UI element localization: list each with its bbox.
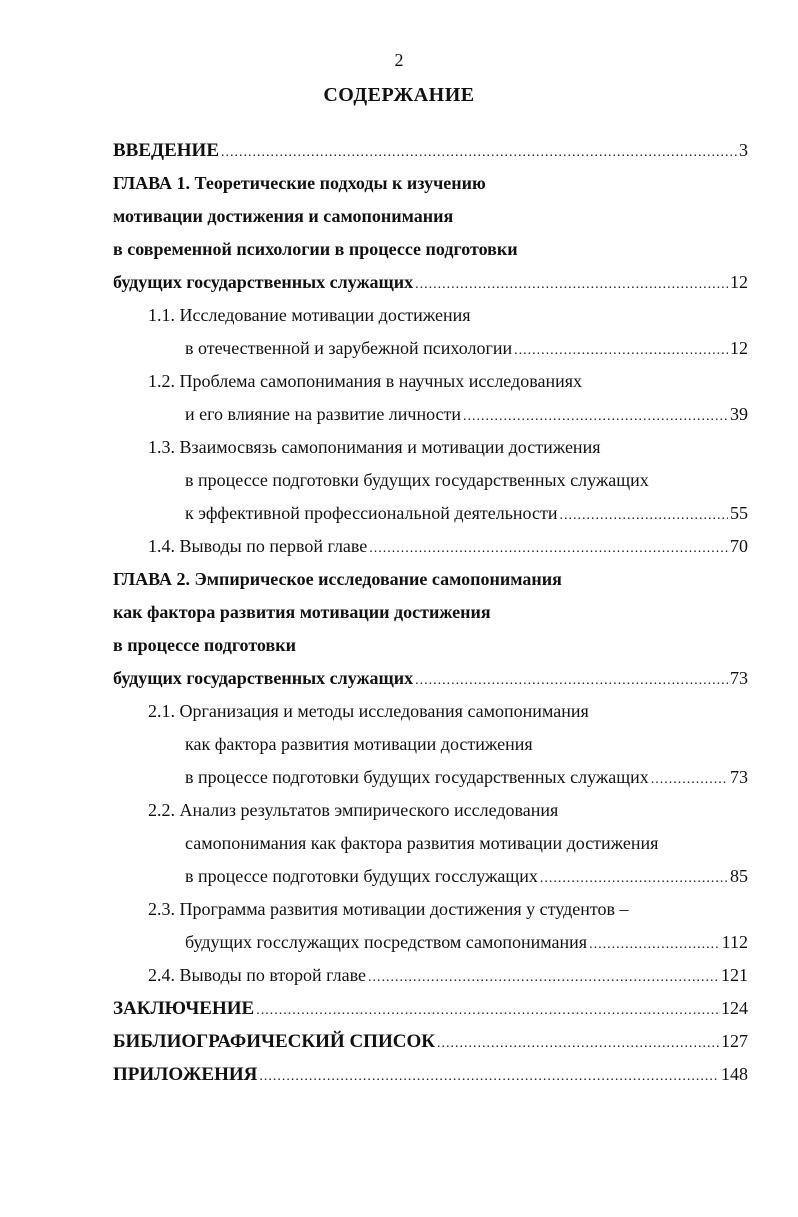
dot-leader [540, 862, 728, 893]
toc-entry-intro[interactable] [113, 134, 748, 167]
toc-entry-section-1-1[interactable] [113, 332, 748, 365]
dot-leader [463, 400, 728, 431]
toc-page-number: 12 [730, 338, 748, 358]
toc-page-number: 73 [730, 767, 748, 787]
dot-leader [415, 664, 728, 695]
toc-page-number: 124 [721, 998, 748, 1018]
toc-entry-title: в процессе подготовки будущих государственных служащих [185, 767, 649, 787]
toc-section-1-2-line: 1.2. Проблема самопонимания в научных исследованиях [148, 371, 583, 391]
toc-chapter-1-line: ГЛАВА 1. Теоретические подходы к изучению [113, 173, 486, 193]
toc-entry-title: будущих госслужащих посредством самопонимания [185, 932, 588, 952]
toc-page-number: 148 [721, 1064, 748, 1084]
toc-page-number: 70 [730, 536, 748, 556]
toc-chapter-2-line: ГЛАВА 2. Эмпирическое исследование самопонимания [113, 569, 562, 589]
toc-entry-section-1-2[interactable] [113, 398, 748, 431]
toc-entry-chapter-2[interactable] [113, 662, 748, 695]
toc-entry-title: в отечественной и зарубежной психологии [185, 338, 513, 358]
dot-leader [514, 334, 728, 365]
toc-page-number: 39 [730, 404, 748, 424]
toc-entry-section-2-2[interactable] [113, 860, 748, 893]
toc-section-1-3-line: 1.3. Взаимосвязь самопонимания и мотивации достижения [148, 437, 601, 457]
dot-leader [368, 961, 719, 992]
dot-leader [256, 994, 719, 1025]
toc-section-2-3-line: 2.3. Программа развития мотивации достижения у студентов – [148, 899, 629, 919]
toc-entry-title: БИБЛИОГРАФИЧЕСКИЙ СПИСОК [113, 1031, 436, 1052]
toc-entry-title: ВВЕДЕНИЕ [113, 140, 219, 161]
dot-leader [437, 1027, 719, 1058]
page-number: 2 [394, 50, 404, 70]
toc-chapter-1-line: мотивации достижения и самопонимания [113, 206, 454, 226]
toc-entry-chapter-1[interactable] [113, 266, 748, 299]
dot-leader [259, 1060, 719, 1091]
toc-section-2-2-line: 2.2. Анализ результатов эмпирического исследования [148, 800, 559, 820]
toc-section-2-1-line: 2.1. Организация и методы исследования самопонимания [148, 701, 589, 721]
toc-entry-title: к эффективной профессиональной деятельности [185, 503, 558, 523]
dot-leader [651, 763, 728, 794]
toc-entry-title: будущих государственных служащих [113, 272, 414, 292]
page-title: СОДЕРЖАНИЕ [323, 84, 475, 106]
dot-leader [415, 268, 728, 299]
toc-page-number: 121 [721, 965, 748, 985]
toc-entry-conclusion[interactable] [113, 992, 748, 1025]
toc-entry-section-2-3[interactable] [113, 926, 748, 959]
toc-entry-section-1-3[interactable] [113, 497, 748, 530]
toc-page-number: 85 [730, 866, 748, 886]
toc-entry-title: в процессе подготовки будущих госслужащих [185, 866, 538, 886]
toc-entry-bibliography[interactable] [113, 1025, 748, 1058]
toc-section-1-1-line: 1.1. Исследование мотивации достижения [148, 305, 471, 325]
table-of-contents [113, 134, 748, 1091]
toc-entry-title: и его влияние на развитие личности [185, 404, 462, 424]
toc-page-number: 55 [730, 503, 748, 523]
toc-page-number: 12 [730, 272, 748, 292]
toc-entry-title: 1.4. Выводы по первой главе [148, 536, 368, 556]
dot-leader [369, 532, 728, 563]
dot-leader [589, 928, 720, 959]
toc-section-2-2-line: самопонимания как фактора развития мотивации достижения [185, 833, 659, 853]
toc-chapter-2-line: как фактора развития мотивации достижения [113, 602, 491, 622]
toc-chapter-1-line: в современной психологии в процессе подготовки [113, 239, 518, 259]
toc-page-number: 73 [730, 668, 748, 688]
toc-entry-title: ПРИЛОЖЕНИЯ [113, 1064, 258, 1085]
toc-section-2-1-line: как фактора развития мотивации достижения [185, 734, 533, 754]
toc-entry-section-2-1[interactable] [113, 761, 748, 794]
toc-entry-title: ЗАКЛЮЧЕНИЕ [113, 998, 255, 1019]
toc-page-number: 3 [739, 140, 748, 160]
toc-entry-appendices[interactable] [113, 1058, 748, 1091]
toc-chapter-2-line: в процессе подготовки [113, 635, 296, 655]
toc-page-number: 112 [721, 932, 748, 952]
dot-leader [559, 499, 728, 530]
toc-entry-section-2-4[interactable] [113, 959, 748, 992]
toc-entry-section-1-4[interactable] [113, 530, 748, 563]
dot-leader [221, 136, 737, 167]
toc-section-1-3-line: в процессе подготовки будущих государственных служащих [185, 470, 649, 490]
toc-page-number: 127 [721, 1031, 748, 1051]
toc-entry-title: 2.4. Выводы по второй главе [148, 965, 366, 985]
toc-entry-title: будущих государственных служащих [113, 668, 414, 688]
